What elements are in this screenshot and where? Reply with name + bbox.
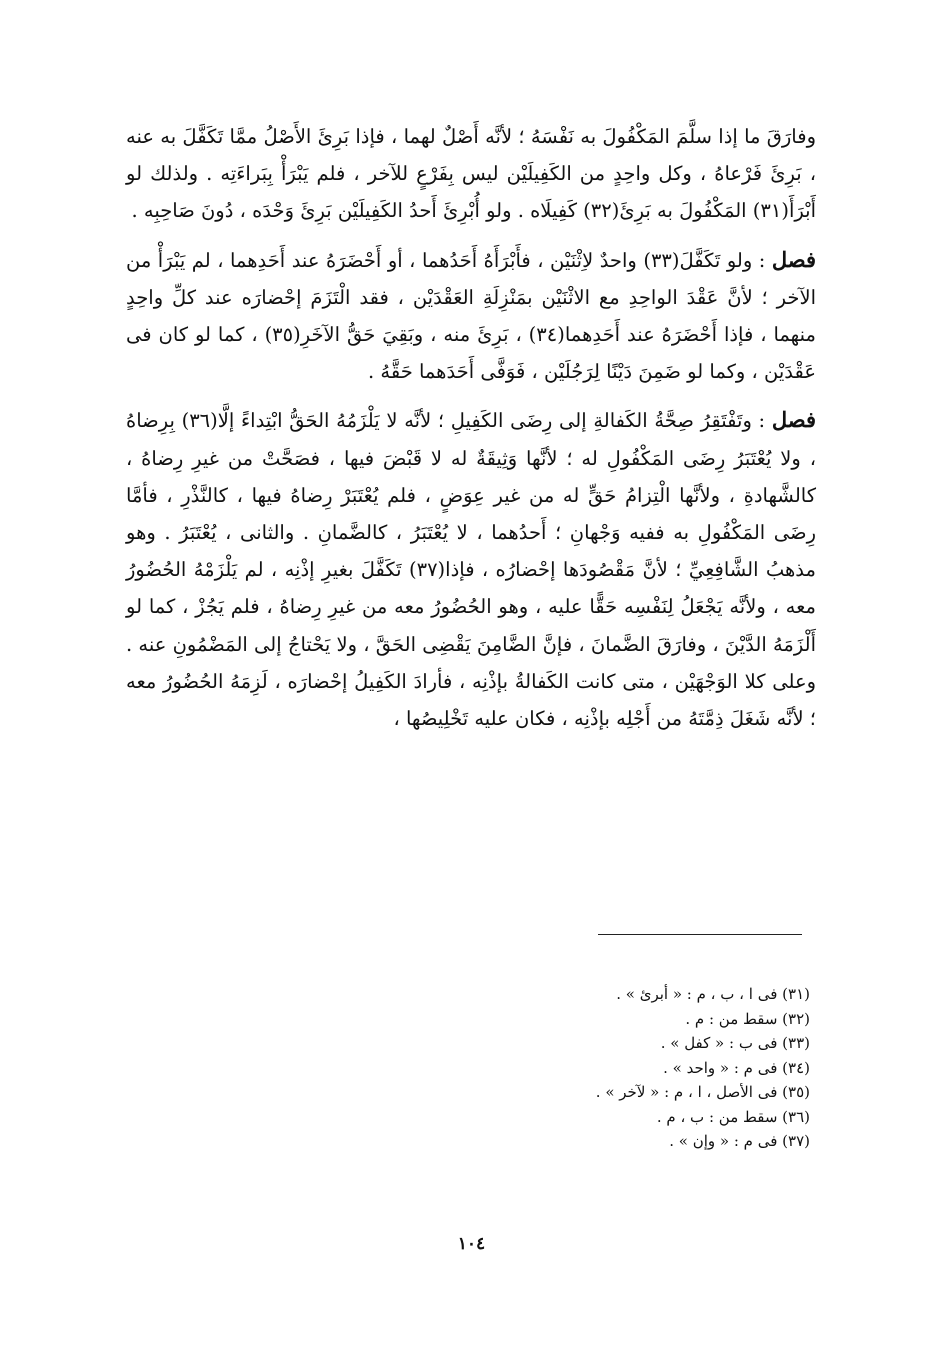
paragraph-3-text: : وتَفْتَقِرُ صِحَّةُ الكَفالةِ إلى رِضَى الكَفِيلِ ؛ لأنَّه لا يَلْزَمُهُ الحَقُّ ابْتِداءً إلَّا(٣٦) بِرِضاهُ ، ولا يُعْتَبَرُ رِضَى المَكْفُولِ له ؛ لأنَّها وَثِيقَةٌ له لا قَبْضَ فيها ، فصَحَّتْ من غيرِ رِضاهُ ، كالشَّهادةِ ، ولأنَّها الْتِزامُ حَقٍّ له من غير عِوَضٍ ، فلم يُعْتَبَرْ رِضاهُ فيها ، كالنَّذْرِ ، فأمَّا رِضَى المَكْفُولِ به ففيه وَجْهانِ ؛ أَحدُهما ، لا يُعْتَبَرُ ، كالضَّمانِ . والثانى ، يُعْتَبَرُ . وهو مذهبُ الشَّافِعِيِّ ؛ لأنَّ مَقْصُودَها إحْضارُه ، فإذا(٣٧) تَكَفَّلَ بغيرِ إذْنِه ، لم يَلْزَمْهُ الحُضُورُ معه ، ولأنَّه يَجْعَلُ لِنَفْسِه حَقًّا عليه ، وهو الحُضُورُ معه من غيرِ رِضاهُ ، فلم يَجُزْ ، كما لو أَلْزَمَهُ الدَّيْنَ ، وفارَقَ الضَّمانَ ، فإنَّ الضَّامِنَ يَقْضِى الحَقَّ ، ولا يَحْتاجُ إلى المَضْمُونِ عنه . وعلى كلا الوَجْهَيْن ، متى كانت الكَفالةُ بإذْنِه ، فأرادَ الكَفِيلُ إحْضارَه ، لَزِمَهُ الحُضُورُ معه ؛ لأنَّه شَغَلَ ذِمَّتَهُ من أَجْلِه بإذْنِه ، فكان عليه تَخْلِيصُها ، [126,409,816,731]
paragraph-1 [126,118,816,230]
footnote-33: (٣٣) فى ب : « كفل » . [660,1034,810,1052]
section-label: فصل [771,407,816,433]
footnotes-list [380,982,810,1154]
footnote-35: (٣٥) فى الأصل ، ا ، م : « لآخر » . [595,1083,810,1101]
footnote-separator [598,934,802,935]
page-number: ١٠٤ [457,1234,486,1254]
footnote-31: (٣١) فى ا ، ب ، م : « أبرئ » . [616,985,810,1003]
footnote-36: (٣٦) سقط من : ب ، م . [656,1107,810,1126]
footnote-34: (٣٤) فى م : « واحد » . [663,1058,810,1077]
section-label: فصل [771,246,817,272]
footnote-37: (٣٧) فى م : « وإن » . [669,1132,810,1150]
paragraph-2 [126,241,816,391]
paragraph-1-text: وفارَقَ ما إذا سلَّمَ المَكْفُولَ به نَفْسَهُ ؛ لأنَّه أَصْلٌ لهما ، فإذا بَرِئَ الأَصْلُ ممَّا تَكَفَّلَ به عنه ، بَرِئَ فَرْعاهُ ، وكل واحِدٍ من الكَفِيلَيْن ليس بِفَرْعٍ للآخر ، فلم يَبْرَأْ بِبَراءَتِه . ولذلك لو أَبْرَأَ(٣١) المَكْفُولَ به بَرِئَ(٣٢) كَفِيلَاه . ولو أُبْرِئَ أَحدُ الكَفِيلَيْن بَرِئَ وَحْدَه ، دُونَ صَاحِبِه . [126,125,816,223]
main-text [126,118,816,748]
paragraph-2-text: : ولو تَكَفَّلَ(٣٣) واحدٌ لاِثْنَيْن ، فأَبْرَأَهُ أَحَدُهما ، أو أَحْضَرَهُ عند أَحَدِهما ، لم يَبْرَأْ من الآخر ؛ لأنَّ عَقْدَ الواحِدِ مع الاثْنَيْن بمَنْزِلَةِ العَقْدَيْن ، فقد الْتَزَمَ إحْضارَه عند كلِّ واحِدٍ منهما ، فإذا أَحْضَرَهُ عند أَحَدِهما(٣٤) ، بَرِئَ منه ، وبَقِيَ حَقُّ الآخَرِ(٣٥) ، كما لو كان فى عَقْدَيْن ، وكما لو ضَمِنَ دَيْنًا لِرَجُلَيْن ، فَوَفَّى أَحَدَهما حَقَّهُ . [126,248,817,384]
paragraph-3 [126,401,816,737]
footnote-32: (٣٢) سقط من : م . [685,1009,810,1028]
